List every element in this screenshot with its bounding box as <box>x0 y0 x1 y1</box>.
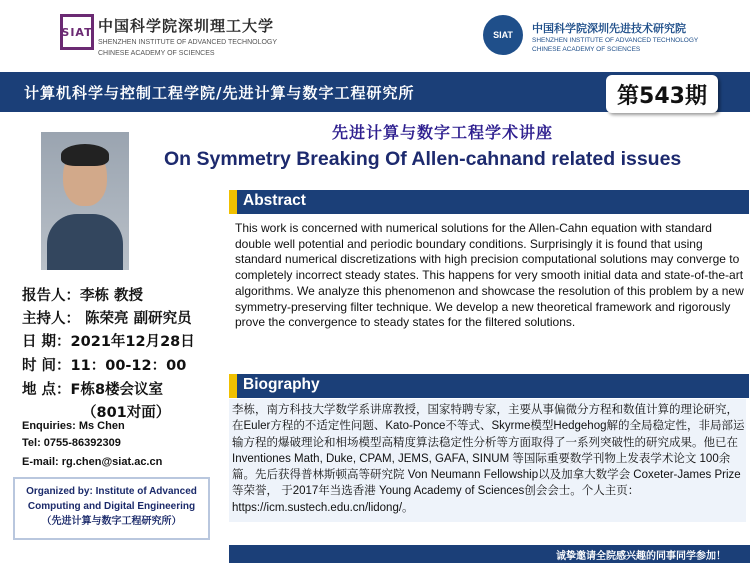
institute-name-en-1: SHENZHEN INSTITUTE OF ADVANCED TECHNOLOGY <box>532 37 699 44</box>
biography-text: 李栋，南方科技大学数学系讲席教授，国家特聘专家，主要从事偏微分方程和数值计算的理论研究，在Euler方程的不适定性问题、Kato-Ponce不等式、Skyrme模型Hedgehog解的全局稳定性，非局部运输方程的爆破理论和相场模型高精度算法稳定性分析等方面取得了一系列突破性的研究成果。他已在Inventiones Math, Duke, CPAM, JEMS, GAFA, SINUM 等国际重要数学刊物上发表学术论文 100余篇。先后获得普林斯顿高等研究院 Von Neumann Fellowship以及加拿大数学会 Coxeter-James Prize等荣誉， 于2017年当选香港 Young Academy of Sciences创会会士。个人主页：https://icm.sustech.edu.cn/lidong/。 <box>229 399 746 522</box>
time-line: 时 间：11：00-12：00 <box>22 358 187 374</box>
institute-name-en-2: CHINESE ACADEMY OF SCIENCES <box>532 46 641 53</box>
enquiries-contact: Enquiries: Ms Chen <box>22 420 125 432</box>
university-name <box>98 15 277 58</box>
abstract-heading-bar <box>229 190 749 214</box>
lecture-series-title: 先进计算与数字工程学术讲座 <box>332 123 554 142</box>
biography-heading-bar <box>229 374 749 398</box>
university-name-en-1: SHENZHEN INSTITUTE OF ADVANCED TECHNOLOGY <box>98 39 278 46</box>
abstract-heading: Abstract <box>243 192 306 209</box>
header <box>0 0 750 70</box>
organizer-line-3: （先进计算与数字工程研究所） <box>41 516 182 527</box>
date-line: 日 期：2021年12月28日 <box>22 334 195 350</box>
photo-shirt <box>47 214 123 270</box>
photo-hair <box>61 144 109 166</box>
organizer-line-2: Computing and Digital Engineering <box>27 501 196 512</box>
speaker-photo <box>41 132 129 270</box>
biography-heading: Biography <box>243 376 320 393</box>
invitation-text: 诚挚邀请全院感兴趣的同事同学参加！ <box>556 551 726 562</box>
host-line: 主持人： 陈荣亮 副研究员 <box>22 311 192 327</box>
place-note: （801对面） <box>82 405 171 421</box>
right-logo-text: SIAT <box>493 30 513 40</box>
organizer-box <box>13 477 210 540</box>
abstract-heading-accent <box>229 190 237 214</box>
siat-university-logo <box>60 14 94 50</box>
department-name: 计算机科学与控制工程学院/先进计算与数字工程研究所 <box>24 84 415 102</box>
university-name-en-2: CHINESE ACADEMY OF SCIENCES <box>98 50 215 57</box>
speaker-line: 报告人：李栋 教授 <box>22 288 144 304</box>
abstract-text: This work is concerned with numerical solutions for the Allen-Cahn equation with standard double well potential and periodic boundary conditions. Surprisingly it is found that using standard numerical discretizations with high precision computational solutions may converge to completely incorrect steady states. This happens for very smooth initial data and state-of-the-art algorithms. We analyze this phenomenon and showcase the resolution of this problem by a new symmetry-preserving filter technique. We develop a new theoretical framework and rigorously prove the convergence to steady states for the filtered solutions. <box>235 221 744 330</box>
phone-contact: Tel: 0755-86392309 <box>22 437 121 449</box>
siat-institute-logo <box>483 15 523 55</box>
email-contact: E-mail: rg.chen@siat.ac.cn <box>22 456 163 468</box>
university-name-cn: 中国科学院深圳理工大学 <box>98 17 275 35</box>
left-logo-text: SIAT <box>61 25 93 39</box>
institute-name <box>532 20 698 54</box>
place-line: 地 点：F栋8楼会议室 <box>22 382 164 398</box>
biography-heading-accent <box>229 374 237 398</box>
issue-number-badge: 第543期 <box>606 75 718 113</box>
organizer-line-1: Organized by: Institute of Advanced <box>26 486 197 497</box>
institute-name-cn: 中国科学院深圳先进技术研究院 <box>532 22 686 35</box>
talk-title: On Symmetry Breaking Of Allen-cahnand related issues <box>164 148 682 170</box>
